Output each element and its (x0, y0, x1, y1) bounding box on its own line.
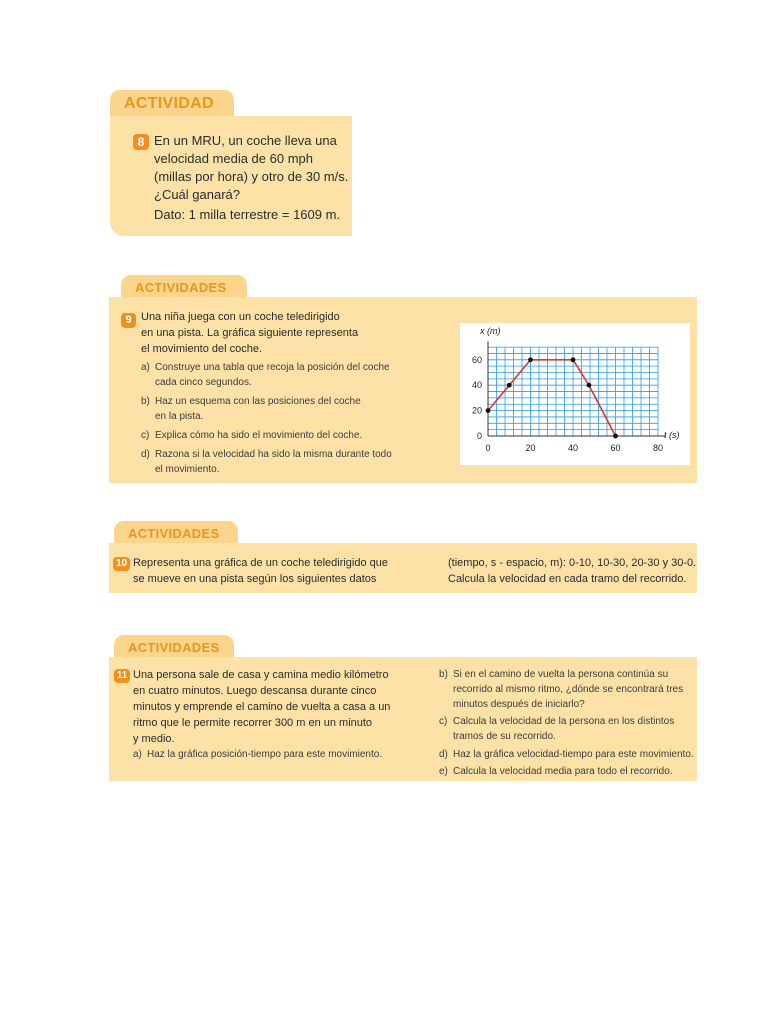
activity-10-right: Calcula la velocidad en cada tramo del recorrido. (448, 573, 687, 585)
position-time-graph (460, 323, 690, 465)
activity-11-item-letter: b) (439, 669, 448, 680)
activity-10-number: 10 (113, 557, 130, 571)
activity-8-line: velocidad media de 60 mph (154, 151, 313, 166)
activity-9-intro: en una pista. La gráfica siguiente representa (141, 327, 359, 339)
data-point (528, 357, 533, 362)
activity-11-panel (109, 657, 697, 781)
activity-11-left: y medio. (133, 733, 175, 745)
activity-8-panel (110, 116, 352, 236)
activity-9-header: ACTIVIDADES (121, 275, 247, 299)
activity-11-left: en cuatro minutos. Luego descansa durante cinco (133, 685, 377, 697)
y-tick-label: 40 (471, 380, 482, 391)
activity-9-item-d: el movimiento. (155, 464, 220, 475)
x-tick-label: 20 (525, 443, 536, 453)
activity-9-item-letter: d) (141, 449, 150, 460)
x-tick-label: 60 (610, 443, 621, 453)
activity-9-number: 9 (121, 313, 136, 328)
activity-11-header: ACTIVIDADES (114, 635, 234, 659)
activity-8-header: ACTIVIDAD (110, 90, 234, 118)
activity-8-line: En un MRU, un coche lleva una (154, 133, 337, 148)
activity-11-item-letter: e) (439, 766, 448, 777)
activity-10-right: (tiempo, s - espacio, m): 0-10, 10-30, 20-30 y 30-0. (448, 557, 697, 569)
activity-9-item-b: en la pista. (155, 411, 204, 422)
x-tick-label: 0 (485, 443, 491, 453)
activity-11-item-a: Haz la gráfica posición-tiempo para este movimiento. (147, 749, 383, 760)
y-tick-label: 60 (471, 354, 482, 365)
activity-11-left: minutos y emprende el camino de vuelta a casa a un (133, 701, 391, 713)
y-tick-label: 0 (476, 431, 482, 441)
activity-9-intro: Una niña juega con un coche teledirigido (141, 311, 340, 323)
data-point (486, 408, 491, 413)
activity-8-line: Dato: 1 milla terrestre = 1609 m. (154, 207, 341, 222)
activity-9-panel (109, 297, 697, 483)
activity-11-item-letter: c) (439, 716, 448, 727)
data-point (571, 357, 576, 362)
x-tick-label: 80 (652, 443, 664, 453)
activity-10-header: ACTIVIDADES (114, 521, 238, 545)
activity-9-item-letter: a) (141, 362, 150, 373)
activity-10-panel (109, 543, 697, 593)
activity-11-item-letter: d) (439, 749, 448, 760)
activity-8-number: 8 (133, 134, 149, 150)
data-point (507, 383, 512, 388)
data-point (613, 434, 618, 439)
activity-11-item-d: Haz la gráfica velocidad-tiempo para este movimiento. (453, 749, 694, 760)
activity-11-item-b: minutos después de iniciarlo? (453, 699, 585, 710)
activity-11-item-b: Si en el camino de vuelta la persona continúa su (453, 669, 669, 680)
activity-11-number: 11 (114, 669, 130, 683)
activity-9-item-a: cada cinco segundos. (155, 377, 252, 388)
activity-11-item-c: tramos de su recorrido. (453, 731, 556, 742)
activity-9-intro: el movimiento del coche. (141, 343, 263, 355)
activity-11-item-letter: a) (133, 749, 142, 760)
activity-9-item-d: Razona si la velocidad ha sido la misma durante todo (155, 449, 392, 460)
activity-9-item-c: Explica cómo ha sido el movimiento del coche. (155, 430, 363, 441)
y-tick-label: 20 (471, 405, 482, 416)
activity-10-left: se mueve en una pista según los siguientes datos (133, 573, 377, 585)
x-axis-label: t (s) (664, 430, 680, 440)
activity-9-item-b: Haz un esquema con las posiciones del coche (155, 396, 361, 407)
data-point (587, 383, 592, 388)
activity-8-line: (millas por hora) y otro de 30 m/s. (154, 169, 349, 184)
activity-11-item-e: Calcula la velocidad media para todo el recorrido. (453, 766, 673, 777)
activity-9-item-a: Construye una tabla que recoja la posición del coche (155, 362, 390, 373)
activity-11-item-c: Calcula la velocidad de la persona en los distintos (453, 716, 675, 727)
activity-10-left: Representa una gráfica de un coche teledirigido que (133, 557, 389, 569)
activity-11-left: Una persona sale de casa y camina medio kilómetro (133, 669, 389, 681)
activity-9-item-letter: c) (141, 430, 150, 441)
activity-11-left: ritmo que le permite recorrer 300 m en un minuto (133, 717, 373, 729)
activity-11-item-b: recorrido al mismo ritmo, ¿dónde se encontrará tres (453, 684, 684, 695)
chart-svg (460, 323, 690, 465)
x-tick-label: 40 (567, 443, 579, 453)
activity-8-line: ¿Cuál ganará? (154, 187, 240, 202)
y-axis-label: x (m) (480, 326, 501, 336)
activity-9-item-letter: b) (141, 396, 150, 407)
